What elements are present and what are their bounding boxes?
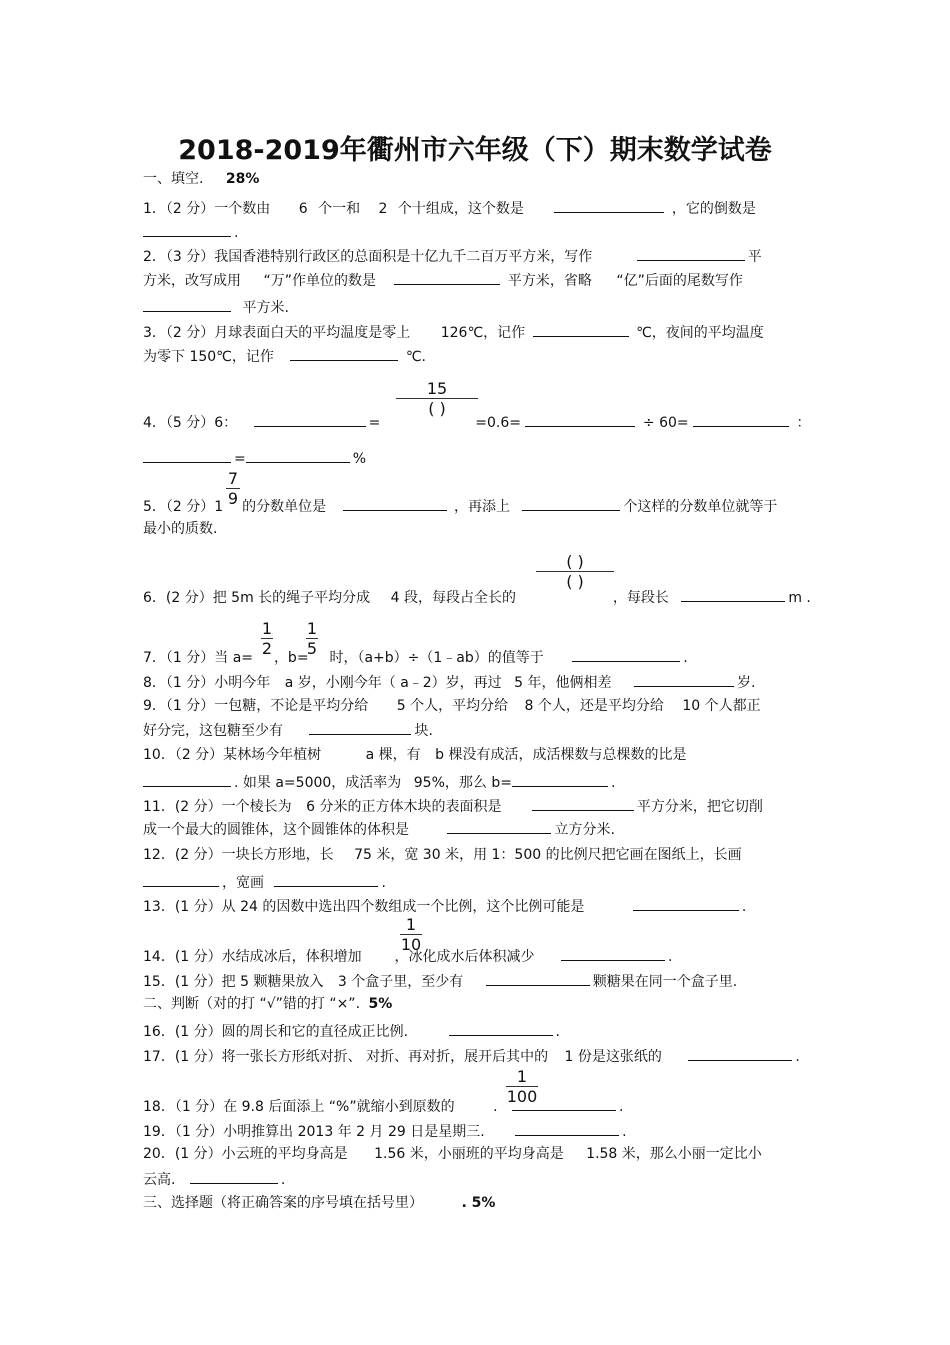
q9-line2-b: 块.: [414, 723, 433, 739]
q18-c: .: [618, 1099, 624, 1115]
q1-t1: 个一和: [318, 201, 361, 217]
q1-text: 1．（2 分）一个数由: [143, 201, 271, 217]
q3-line1-a: 3．（2 分）月球表面白天的平均温度是零上: [143, 325, 411, 341]
question-5-line2: [143, 520, 217, 538]
q9-line1-b: 5 个人，平均分给: [396, 698, 509, 714]
q7-blank-1[interactable]: [572, 647, 680, 662]
q8-blank-1[interactable]: [634, 672, 734, 687]
q9-line1-a: 9．（1 分）一包糖，不论是平均分给: [143, 698, 369, 714]
q15-b: 3 个盒子里，至少有: [337, 974, 464, 990]
q4-blank-3[interactable]: [693, 412, 789, 427]
q17-c: .: [795, 1049, 800, 1065]
q1-n2: 2: [378, 201, 388, 217]
question-4-line2: [143, 448, 366, 468]
q17-b: 1 份是这张纸的: [564, 1049, 662, 1065]
q20-line2-a: 云高.: [143, 1172, 176, 1188]
q1-end: .: [234, 225, 239, 241]
question-5: [143, 496, 777, 516]
question-12-line2: [143, 872, 386, 892]
question-11: [143, 796, 763, 816]
q7-f2-num: 1: [306, 619, 318, 638]
q10-blank-2[interactable]: [512, 772, 608, 787]
q1-t3: ，它的倒数是: [671, 201, 756, 217]
q5-d: 个这样的分数单位就等于: [623, 499, 778, 515]
q20-blank-1[interactable]: [190, 1169, 278, 1184]
section-3-points: . 5%: [461, 1195, 496, 1211]
q14-blank-1[interactable]: [561, 946, 665, 961]
q10-line2-b: 95%，那么 b=: [413, 775, 512, 791]
q7-f1-den: 2: [261, 639, 273, 658]
q3-line1-c: ℃，夜间的平均温度: [636, 325, 764, 341]
question-2-line2: [143, 270, 743, 290]
q5-b: 的分数单位是: [242, 499, 327, 515]
q5-frac-num: 7: [227, 469, 239, 488]
q4-e: =: [234, 451, 246, 467]
section-3-heading: [143, 1194, 495, 1212]
q11-line2-b: 立方分米.: [554, 822, 615, 838]
q19-b: .: [622, 1124, 627, 1140]
question-20: [143, 1145, 762, 1163]
q15-blank-1[interactable]: [486, 971, 590, 986]
q12-blank-1[interactable]: [143, 872, 219, 887]
q7-d: .: [683, 650, 688, 666]
q7-c: 时，（a+b）÷（1﹣ab）的值等于: [329, 650, 544, 666]
q1-t2: 个十组成，这个数是: [397, 201, 524, 217]
q17-blank-1[interactable]: [688, 1046, 792, 1061]
question-16: [143, 1021, 560, 1041]
question-2-line3: [143, 297, 289, 317]
q4-blank-1[interactable]: [254, 412, 366, 427]
q9-line2-a: 好分完，这包糖至少有: [143, 723, 283, 739]
section-1-heading: [143, 170, 259, 188]
q10-blank-1[interactable]: [143, 772, 231, 787]
q2-line2-b: “万”作单位的数是: [263, 273, 376, 289]
q8-b: a 岁，小刚今年（ a﹣2）岁，再过: [284, 675, 502, 691]
question-13: [143, 896, 746, 916]
q10-line2-a: . 如果 a=5000，成活率为: [234, 775, 402, 791]
question-9-line2: [143, 720, 433, 740]
q2-line2-c: 平方米，省略: [507, 273, 592, 289]
q6-blank-1[interactable]: [681, 587, 785, 602]
q12-line2-a: ，宽画: [222, 875, 264, 891]
q2-blank-2[interactable]: [394, 270, 500, 285]
q4-blank-4[interactable]: [143, 448, 231, 463]
q16-a: 16．(1 分）圆的周长和它的直径成正比例.: [143, 1024, 409, 1040]
question-1-cont: [143, 222, 238, 242]
q11-blank-1[interactable]: [532, 796, 634, 811]
q1-blank-1[interactable]: [554, 198, 664, 213]
q11-blank-2[interactable]: [447, 819, 551, 834]
q5-frac-den: 9: [227, 489, 239, 508]
q16-b: .: [555, 1024, 560, 1040]
q10-line1-a: 10．（2 分）某林场今年植树: [143, 747, 322, 763]
q18-frac-num: 1: [516, 1067, 528, 1086]
q4-c: ÷ 60=: [642, 415, 689, 431]
question-12: [143, 846, 742, 864]
q12-blank-2[interactable]: [274, 872, 378, 887]
q6-frac-den: ( ): [566, 572, 584, 591]
exam-title: 2018-2019年衢州市六年级（下）期末数学试卷: [178, 135, 772, 166]
q20-line1-b: 1.56 米，小丽班的平均身高是: [374, 1146, 564, 1162]
q2-line1-end: 平: [747, 249, 762, 265]
q3-line2-b: ℃.: [405, 349, 426, 365]
q4-f: %: [352, 451, 367, 467]
q10-line2-c: .: [610, 775, 616, 791]
question-14: [143, 946, 672, 966]
q13-a: 13．(1 分）从 24 的因数中选出四个数组成一个比例，这个比例可能是: [143, 899, 585, 915]
q3-blank-1[interactable]: [533, 322, 629, 337]
q7-f2-den: 5: [306, 639, 318, 658]
question-17: [143, 1046, 800, 1066]
q11-line1-b: 6 分米的正方体木块的表面积是: [306, 799, 502, 815]
question-18: [143, 1096, 623, 1116]
q4-eq1: =: [368, 415, 381, 431]
q2-line2-d: “亿”后面的尾数写作: [616, 273, 743, 289]
q18-b: .: [493, 1099, 498, 1115]
question-10-line2: [143, 772, 615, 792]
q6-c: ，每段长: [612, 590, 669, 606]
q11-line2-a: 成一个最大的圆锥体，这个圆锥体的体积是: [143, 822, 409, 838]
question-9: [143, 697, 761, 715]
q5-a: 5．（2 分）1: [143, 499, 224, 515]
q1-blank-2[interactable]: [143, 222, 231, 237]
q2-line2-a: 方米，改写成用: [143, 273, 241, 289]
q13-b: .: [741, 899, 747, 915]
q16-blank-1[interactable]: [449, 1021, 553, 1036]
section-2-label: 二、判断（对的打 “√”错的打 “×”.: [143, 996, 361, 1012]
q12-line1-a: 12．(2 分）一块长方形地，长: [143, 847, 334, 863]
q5-c: ，再添上: [453, 499, 510, 515]
question-2: [143, 246, 762, 266]
q5-line2: 最小的质数.: [143, 521, 218, 537]
q18-frac-den: 100: [506, 1087, 538, 1106]
q17-a: 17．(1 分）将一张长方形纸对折、 对折、再对折，展开后其中的: [143, 1049, 549, 1065]
question-1: [143, 198, 756, 218]
question-10: [143, 746, 686, 764]
q5-blank-2[interactable]: [522, 496, 620, 511]
section-3-label: 三、选择题（将正确答案的序号填在括号里）: [143, 1195, 423, 1211]
q5-blank-1[interactable]: [343, 496, 447, 511]
question-8: [143, 672, 755, 692]
q18-blank-1[interactable]: [512, 1096, 616, 1111]
q3-blank-2[interactable]: [290, 346, 398, 361]
q3-line2-a: 为零下 150℃，记作: [143, 349, 274, 365]
q9-blank-1[interactable]: [309, 720, 411, 735]
section-1-points: 28%: [225, 171, 260, 187]
q4-a: 4．（5 分）6：: [143, 415, 238, 431]
q14-frac-den: 10: [400, 935, 422, 954]
question-3-line2: [143, 346, 426, 366]
q7-b: ，b=: [273, 650, 309, 666]
q9-line1-d: 10 个人都正: [682, 698, 761, 714]
q18-a: 18．（1 分）在 9.8 后面添上 “%”就缩小到原数的: [143, 1099, 455, 1115]
question-3: [143, 322, 764, 342]
q11-line1-c: 平方分米，把它切削: [636, 799, 763, 815]
q20-line1-a: 20．(1 分）小云班的平均身高是: [143, 1146, 348, 1162]
question-19: [143, 1121, 627, 1141]
q8-d: 岁.: [736, 675, 756, 691]
q8-c: 5 年，他俩相差: [514, 675, 612, 691]
q4-d: ：: [796, 415, 811, 431]
question-6: [143, 587, 811, 607]
q14-c: .: [668, 949, 673, 965]
question-15: [143, 971, 737, 991]
q7-a: 7．（1 分）当 a=: [143, 650, 254, 666]
q19-blank-1[interactable]: [515, 1121, 619, 1136]
q20-line2-b: .: [280, 1172, 286, 1188]
q6-frac-num: ( ): [566, 552, 584, 571]
section-2-points: 5%: [368, 996, 393, 1012]
q14-b: ，冰化成水后体积减少: [394, 949, 535, 965]
q6-b: 4 段，每段占全长的: [390, 590, 516, 606]
q6-a: 6．(2 分）把 5m 长的绳子平均分成: [143, 590, 371, 606]
q2-blank-3[interactable]: [143, 297, 231, 312]
q7-f1-num: 1: [261, 619, 273, 638]
q11-line1-a: 11．(2 分）一个棱长为: [143, 799, 292, 815]
section-1-label: 一、填空.: [143, 171, 204, 187]
q4-b: =0.6=: [475, 415, 521, 431]
q20-line1-c: 1.58 米，那么小丽一定比小: [586, 1146, 762, 1162]
q15-a: 15．(1 分）把 5 颗糖果放入: [143, 974, 324, 990]
q14-frac-num: 1: [405, 915, 417, 934]
question-20-line2: [143, 1169, 285, 1189]
q6-fraction: [536, 553, 614, 590]
q15-c: 颗糖果在同一个盒子里.: [592, 974, 738, 990]
question-4: [143, 412, 811, 432]
q3-line1-b: 126℃，记作: [440, 325, 526, 341]
q4-blank-2[interactable]: [525, 412, 635, 427]
q6-d: m .: [788, 590, 811, 606]
q12-line1-b: 75 米，宽 30 米，用 1：500 的比例尺把它画在图纸上，长画: [354, 847, 742, 863]
q1-n1: 6: [298, 201, 308, 217]
q2-line3: 平方米.: [242, 300, 289, 316]
q4-frac-den: ( ): [428, 399, 446, 418]
section-2-heading: [143, 995, 392, 1013]
q4-frac-num: 15: [426, 379, 448, 398]
q19-a: 19．（1 分）小明推算出 2013 年 2 月 29 日是星期三.: [143, 1124, 485, 1140]
q14-a: 14．(1 分）水结成冰后，体积增加: [143, 949, 362, 965]
q10-line1-c: b 棵没有成活，成活棵数与总棵数的比是: [435, 747, 687, 763]
q13-blank-1[interactable]: [633, 896, 739, 911]
q10-line1-b: a 棵，有: [365, 747, 421, 763]
question-7: [143, 647, 688, 667]
q2-blank-1[interactable]: [637, 246, 745, 261]
q12-line2-b: .: [381, 875, 386, 891]
question-11-line2: [143, 819, 615, 839]
q9-line1-c: 8 个人，还是平均分给: [524, 698, 664, 714]
q4-blank-5[interactable]: [246, 448, 350, 463]
q8-a: 8．（1 分）小明今年: [143, 675, 271, 691]
q2-line1: 2．（3 分）我国香港特别行政区的总面积是十亿九千二百万平方米，写作: [143, 249, 593, 265]
